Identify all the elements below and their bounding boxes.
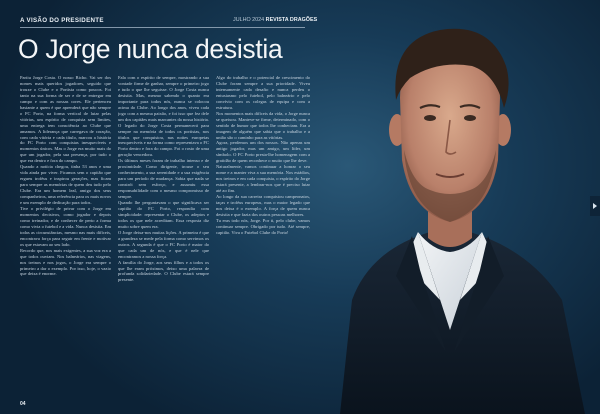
paragraph: A família do Jorge, aos seus filhos e a todos os que lhe eram próximos, deixo uma palavra de profunda solidariedade. O Clube estará sempre presente. xyxy=(118,259,209,283)
paragraph: Os últimos meses foram de trabalho intenso e de proximidade. Como dirigente, trouxe o seu conhecimento, a sua serenidade e a sua exigência para um período de mudança. Sabia que nada se constrói sem esforço, e assumiu essa responsabilidade com o mesmo compromisso de sempre. xyxy=(118,158,209,200)
paragraph: Naturalmente, vamos continuar a honrar o seu nome e a manter viva a sua memória. Nos estádios, nos treinos e em cada conquista, o espírito do Jorge estará presente, a lembrar-nos que é preciso lutar até ao fim. xyxy=(216,164,310,194)
paragraph: Ao longo da sua carreira conquistou campeonatos, taças e troféus europeus, mas o maior legado que nos deixa é o exemplo. A força de quem nunca desistia e que fazia dos outros pessoas melhores. xyxy=(216,194,310,217)
paragraph: Tu eras todo nós, Jorge. Por ti, pelo clube, vamos continuar sempre. Obrigado por tudo. Até sempre, capitão. Viva o Futebol Clube do Porto! xyxy=(216,217,310,235)
article-column-2 xyxy=(118,75,209,387)
paragraph: Nos momentos mais difíceis da vida, o Jorge nunca se queixou. Manteve-se firme, determinado, com o sentido de humor que todos lhe conheciam. Era a imagem de alguém que sabia que o trabalho e a união são o caminho para as vitórias. xyxy=(216,110,310,140)
issue-date: JULHO 2024 xyxy=(233,17,265,23)
paragraph: Quando lhe perguntavam o que significava ser capitão do FC Porto, respondia com simplicidade: representar o Clube, os adeptos e todos os que nele acreditam. Essa resposta diz muito sobre quem era. xyxy=(118,200,209,229)
paragraph: Algo do trabalho e o potencial de crescimento do Clube foram sempre a sua prioridade. Viveu intensamente cada desafio e nunca perdeu o entusiasmo pelo futebol, pelo balneário e pelo convívio com os colegas de equipa e com a estrutura. xyxy=(216,75,310,110)
page-number: 04 xyxy=(20,401,26,407)
magazine-name: REVISTA DRAGÕES xyxy=(265,17,318,23)
paragraph: O legado do Jorge Costa permanecerá para sempre na memória de todos os portistas, nos títulos que conquistou, nas noites europeias inesquecíveis e na forma como representava o FC Porto dentro e fora do campo. Foi o rosto de uma geração vencedora. xyxy=(118,122,209,158)
paragraph: Partiu Jorge Costa. O nosso Bicho. Vai ser dos nomes mais queridos jogadores, seguido que trouxe o Clube e o Portista como poucos. Foi tanto na sua forma de ser e de se entregar em campo e com as nossas cores. Ele pertenceu bastante a quem é que aprenderá que não sempre o FC Porto, na forma vertical de lutar pelas vitórias, um espírito de conquista sem limites, uma entrega tem consciência ao Clube que amamos. A liderança que carregava de coração, com cada vitória e cada título, marcou a história do FC Porto com conquistas inesquecíveis e momentos únicos. Mas o Jorge era muito mais do que um jogador, pela sua presença, por tudo o que era dentro e fora do campo. xyxy=(20,75,111,164)
paragraph: Quando a notícia chegou, tinha 53 anos e uma vida ainda por viver. Ficamos sem o capitão que ergueu troféus e inspirou gerações, mas ficam para sempre as memórias de quem deu tudo pelo Clube. Era um homem leal, amigo dos seus companheiros, uma referência para os mais novos e um exemplo de dedicação para todos. xyxy=(20,164,111,206)
paragraph: Agora, perdemos um dos nossos. Não apenas um antigo jogador, mas um amigo, um líder, um símbolo. O FC Porto presta-lhe homenagem com a gratidão de quem reconhece o muito que lhe deve. xyxy=(216,140,310,164)
paragraph: O Jorge deixa-nos muitas lições. A primeira é que a grandeza se mede pela forma como servimos os outros. A segunda é que o FC Porto é maior do que cada um de nós, e que é nele que encontramos a nossa força. xyxy=(118,229,209,259)
chevron-right-icon[interactable] xyxy=(590,196,600,216)
section-kicker: A VISÃO DO PRESIDENTE xyxy=(20,17,104,24)
paragraph: Fala com o espírito de sempre, mostrando a sua vontade firme de ganhar, sempre o primeiro jogo e tudo o que lhe seguisse. O Jorge Costa nunca desistia. Mas, mesmo sabendo o quanto era importante para todos nós, nunca se colocou acima do Clube. Ao longo dos anos, viveu cada jogo com a mesma paixão, e foi isso que fez dele um dos capitães mais marcantes da nossa história. xyxy=(118,75,209,122)
header-divider xyxy=(20,27,305,28)
article-column-1 xyxy=(20,75,111,387)
paragraph: Recordo que, nos mais exigentes, a sua voz era a que todos ouviam. Nos balneários, nas viagens, nos treinos e nos jogos, o Jorge era sempre o primeiro a dar o exemplo. Por isso, hoje, o vazio que deixa é enorme. xyxy=(20,247,111,277)
president-portrait xyxy=(300,0,600,414)
article-title: O Jorge nunca desistia xyxy=(18,34,283,64)
paragraph: Tive o privilégio de privar com o Jorge em momentos decisivos, como jogador e depois como treinador, e de conhecer de perto a forma como vivia o futebol e a vida. Nunca desistia. Em todas as circunstâncias, mesmo nas mais difíceis, encontrava força para seguir em frente e motivar os que estavam ao seu lado. xyxy=(20,205,111,247)
article-column-3 xyxy=(216,75,310,387)
